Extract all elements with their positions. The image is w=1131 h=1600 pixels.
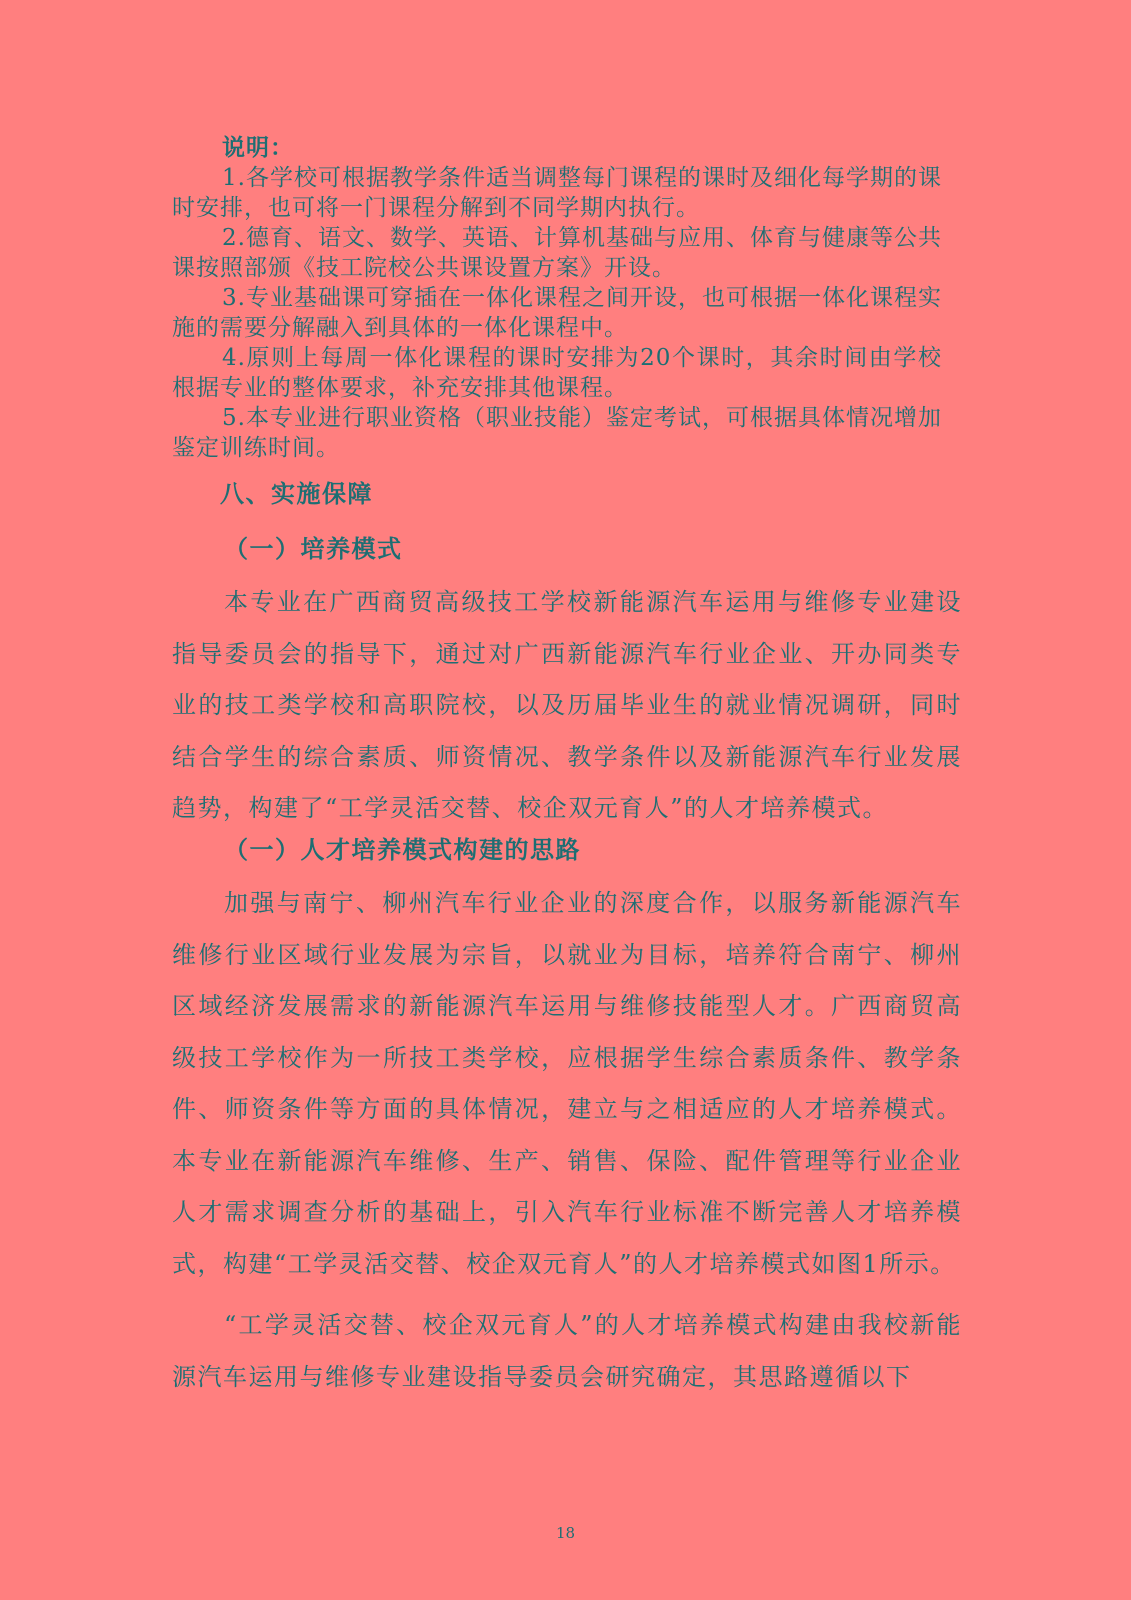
subsection-training-mode [172,529,962,835]
section-heading: 八、实施保障 [220,479,373,508]
subsection-heading-2: （一）人才培养模式构建的思路 [224,835,581,864]
subsection-mode-approach [172,830,962,1403]
paragraph-approach-1: 加强与南宁、柳州汽车行业企业的深度合作，以服务新能源汽车维修行业区域行业发展为宗旨，以就业为目标，培养符合南宁、柳州区域经济发展需求的新能源汽车运用与维修技能型人才。广西商贸高级技工学校作为一所技工类学校，应根据学生综合素质条件、教学条件、师资条件等方面的具体情况，建立与之相适应的人才培养模式。本专业在新能源汽车维修、生产、销售、保险、配件管理等行业企业人才需求调查分析的基础上，引入汽车行业标准不断完善人才培养模式，构建“工学灵活交替、校企双元育人”的人才培养模式如图1所示。 [172,889,962,1278]
notes-block [172,133,942,463]
note-item-3: 3.专业基础课可穿插在一体化课程之间开设，也可根据一体化课程实施的需要分解融入到具体的一体化课程中。 [172,285,942,341]
note-item-2: 2.德育、语文、数学、英语、计算机基础与应用、体育与健康等公共课按照部颁《技工院校公共课设置方案》开设。 [172,225,942,281]
paragraph-training-mode: 本专业在广西商贸高级技工学校新能源汽车运用与维修专业建设指导委员会的指导下，通过对广西新能源汽车行业企业、开办同类专业的技工类学校和高职院校，以及历届毕业生的就业情况调研，同时结合学生的综合素质、师资情况、教学条件以及新能源汽车行业发展趋势，构建了“工学灵活交替、校企双元育人”的人才培养模式。 [172,588,962,822]
note-item-1: 1.各学校可根据教学条件适当调整每门课程的课时及细化每学期的课时安排，也可将一门课程分解到不同学期内执行。 [172,165,942,221]
subsection-heading-1: （一）培养模式 [224,534,403,563]
paragraph-approach-2: “工学灵活交替、校企双元育人”的人才培养模式构建由我校新能源汽车运用与维修专业建设指导委员会研究确定，其思路遵循以下 [172,1311,962,1391]
notes-title: 说明： [222,134,294,161]
note-item-5: 5.本专业进行职业资格（职业技能）鉴定考试，可根据具体情况增加鉴定训练时间。 [172,405,942,461]
page-number: 18 [555,1524,576,1542]
section-8 [172,474,962,514]
note-item-4: 4.原则上每周一体化课程的课时安排为20个课时，其余时间由学校根据专业的整体要求，补充安排其他课程。 [172,345,942,401]
